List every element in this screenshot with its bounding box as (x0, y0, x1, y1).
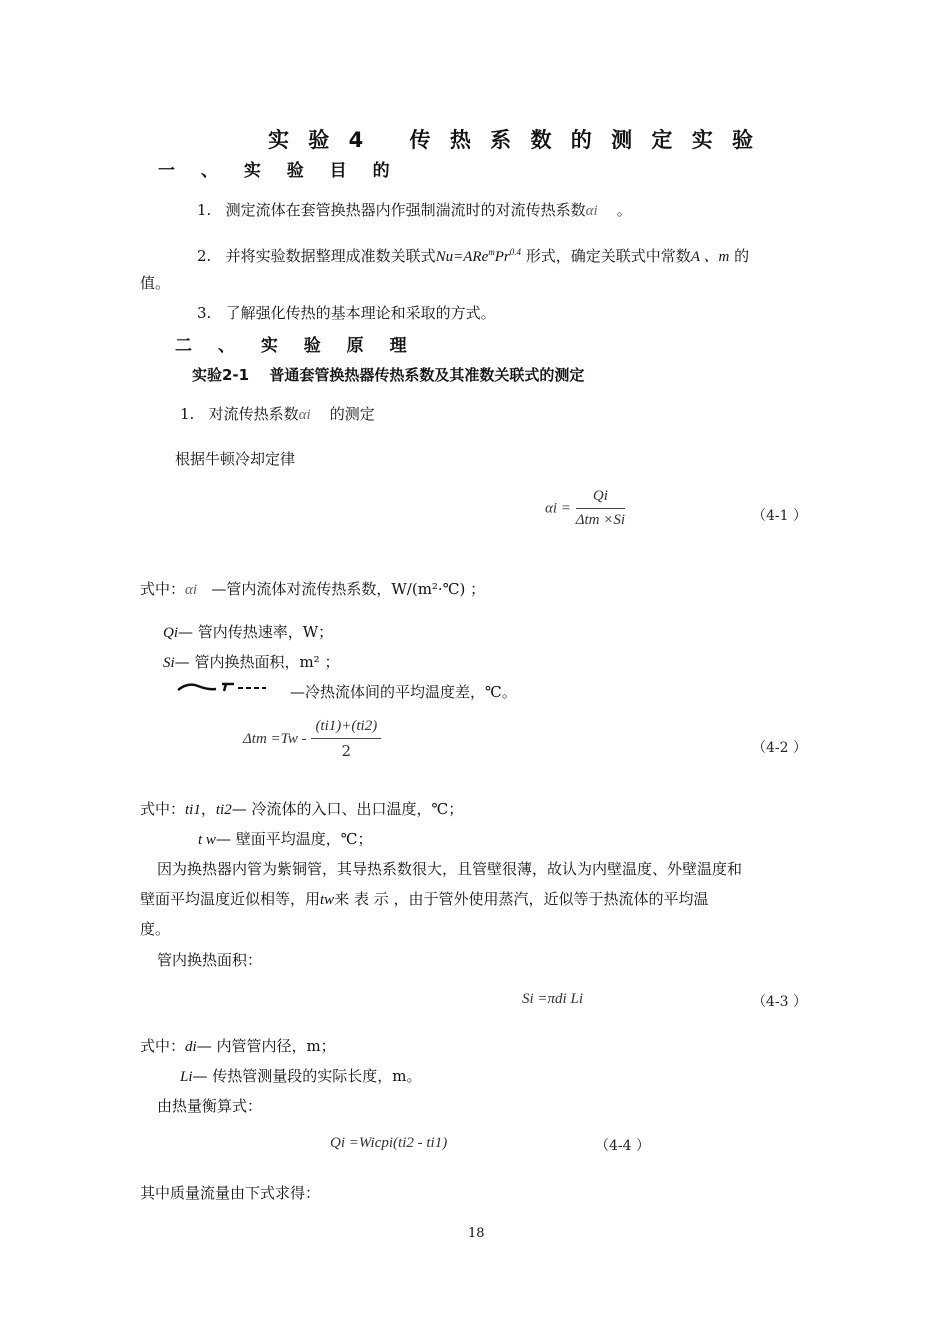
page-number: 18 (468, 1226, 485, 1241)
equation-fraction (576, 488, 625, 529)
list-end: 。 (616, 201, 632, 219)
garbled-symbol-graphic (176, 680, 268, 694)
symbol-ti1: ti1 (185, 802, 201, 818)
equation-4-1 (545, 488, 625, 529)
area-label: 管内换热面积： (157, 951, 263, 969)
list-number: 2. (197, 247, 212, 265)
list-text: 并将实验数据整理成准数关联式 (225, 247, 436, 265)
symbol-q: Qi (163, 625, 178, 641)
separator: ， (200, 800, 216, 818)
equation-lhs: Δtm =Tw - (243, 731, 307, 747)
equation-4-3: Si =πdi Li (522, 991, 583, 1007)
document-title: 实 验 4 传 热 系 数 的 测 定 实 验 (268, 128, 760, 152)
list-item (197, 195, 632, 226)
list-text: 测定流体在套管换热器内作强制湍流时的对流传热系数 (225, 201, 586, 219)
symbol-s: Si (163, 655, 175, 671)
where-text: — 壁面平均温度，℃； (215, 830, 373, 848)
where-item (198, 824, 373, 855)
where-prefix: 式中： (140, 1037, 186, 1055)
where-text: — 传热管测量段的实际长度，m。 (192, 1067, 422, 1085)
numerator: Qi (576, 488, 625, 509)
paragraph-line: 度。 (140, 920, 171, 938)
where-text: — 冷流体的入口、出口温度，℃； (231, 800, 464, 818)
symbol-li: Li (180, 1069, 193, 1085)
paragraph-line (140, 884, 709, 915)
equation-number: （4-3 ） (752, 994, 807, 1010)
where-text: — 内管管内径，m； (196, 1037, 336, 1055)
paragraph-text: 壁面平均温度近似相等，用 (140, 890, 321, 908)
where-text: — 管内换热面积，m² ； (174, 653, 340, 671)
equation-lhs: αi = (545, 500, 571, 517)
sub-item (180, 399, 375, 430)
equation-number: （4-4 ） (595, 1138, 650, 1154)
where-item (163, 617, 333, 648)
list-item (197, 237, 749, 272)
list-number: 1. (197, 201, 212, 219)
denominator: Δtm ×Si (575, 512, 626, 528)
where-text-dt: —冷热流体间的平均温度差，℃。 (290, 683, 517, 701)
newton-law-text: 根据牛顿冷却定律 (175, 450, 296, 468)
where-prefix: 式中： (140, 800, 186, 818)
where-text: —管内流体对流传热系数，W/(m²·℃) ； (211, 580, 486, 598)
symbol-tw: t w (198, 832, 216, 848)
where-clause (140, 1031, 336, 1062)
where-text: — 管内传热速率，W； (178, 623, 334, 641)
symbol-alpha-i: αi (298, 407, 311, 423)
list-text: 的 (734, 247, 750, 265)
paragraph-text: 来 表 示 ，由于管外使用蒸汽，近似等于热流体的平均温 (334, 890, 709, 908)
numerator: (ti1)+(ti2) (311, 718, 381, 739)
symbol-tw: tw (320, 892, 335, 908)
where-prefix: 式中： (140, 580, 186, 598)
equation-4-4: Qi =Wicpi(ti2 - ti1) (330, 1135, 448, 1151)
symbol-di: di (185, 1039, 197, 1055)
formula-nu: $Nu=ARe^mPr^{0.4}$ (435, 247, 522, 265)
section-heading-purpose: 一 、 实 验 目 的 (158, 161, 400, 181)
list-number: 1. (180, 405, 195, 423)
symbol-ti2: ti2 (215, 802, 232, 818)
section-heading-principle: 二 、 实 验 原 理 (175, 336, 417, 356)
balance-label: 由热量衡算式： (157, 1097, 263, 1115)
denominator: 2 (341, 742, 352, 760)
constants: A 、m (690, 249, 730, 265)
mass-flow-text: 其中质量流量由下式求得： (140, 1184, 321, 1202)
equation-number: （4-2 ） (752, 740, 807, 756)
list-item (197, 298, 496, 328)
where-clause (140, 794, 463, 825)
symbol-alpha-i: αi (585, 203, 598, 219)
list-item-continuation: 值。 (140, 274, 171, 292)
paragraph-line: 因为换热器内管为紫铜管，其导热系数很大，且管壁很薄，故认为内壁温度、外壁温度和 (157, 860, 743, 878)
list-text: 形式，确定关联式中常数 (525, 247, 691, 265)
list-text: 对流传热系数 (208, 405, 299, 423)
where-clause (140, 574, 485, 605)
where-item (163, 647, 339, 678)
equation-fraction (311, 718, 381, 760)
subsection-heading: 实验2-1 普通套管换热器传热系数及其准数关联式的测定 (192, 366, 585, 384)
list-text: 了解强化传热的基本理论和采取的方式。 (225, 304, 496, 322)
list-number: 3. (197, 304, 212, 322)
symbol-alpha-i: αi (185, 582, 198, 598)
list-text: 的测定 (329, 405, 375, 423)
equation-4-2 (243, 718, 381, 760)
where-item (180, 1061, 422, 1092)
equation-number: （4-1 ） (752, 508, 807, 524)
